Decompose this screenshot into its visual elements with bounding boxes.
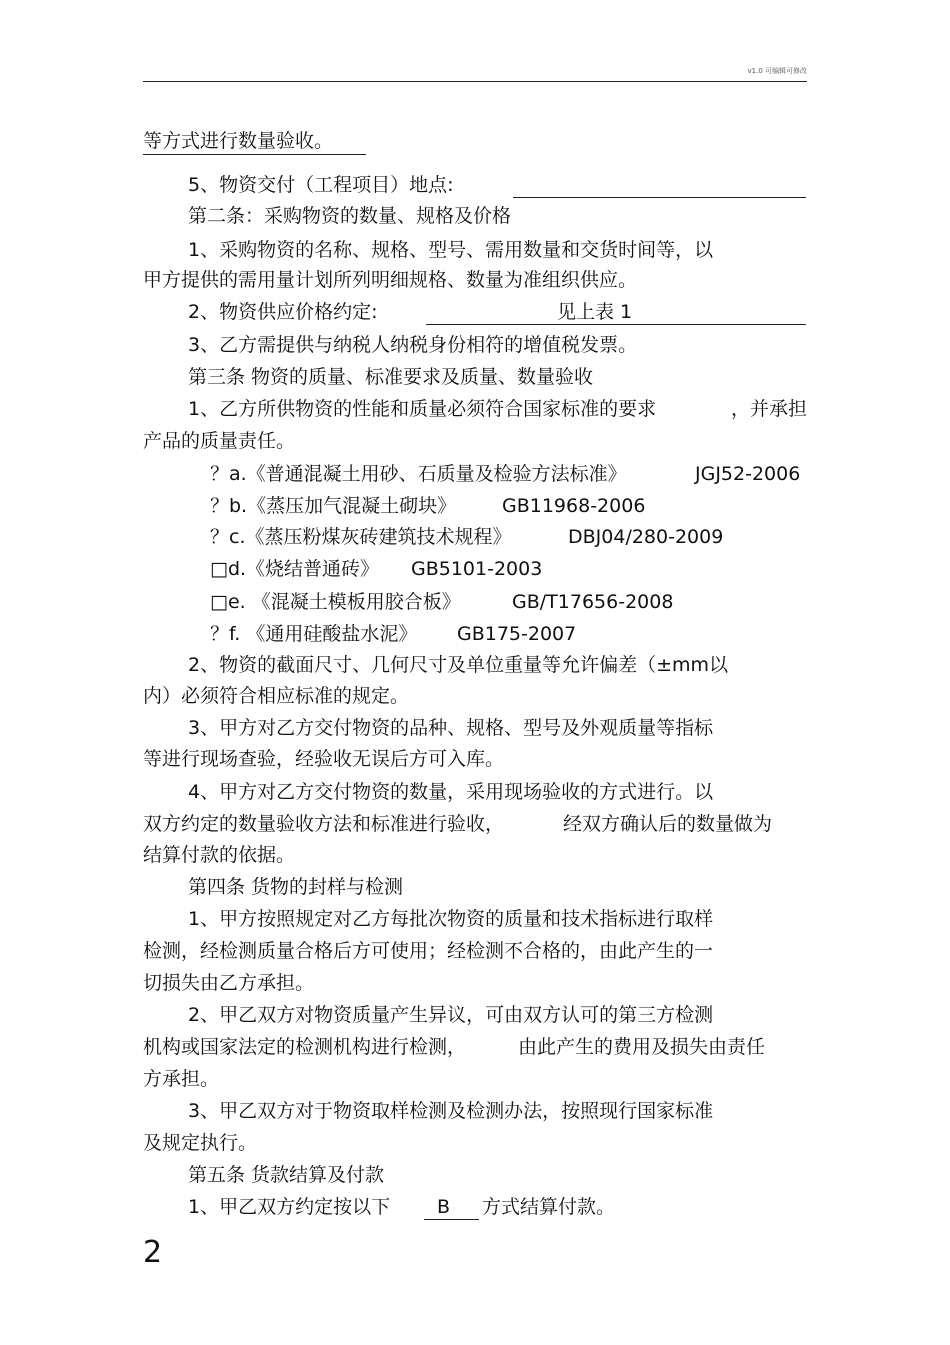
- text-line: 甲方提供的需用量计划所列明细规格、数量为准组织供应。: [143, 269, 638, 291]
- text-line: 1、甲乙双方约定按以下: [188, 1196, 391, 1218]
- text-line: 内）必须符合相应标准的规定。: [143, 685, 410, 707]
- text-line: 切损失由乙方承担。: [143, 972, 315, 994]
- article-heading: 第四条 货物的封样与检测: [188, 876, 404, 898]
- text-line: 方式结算付款。: [482, 1196, 616, 1218]
- underline: [143, 154, 366, 155]
- blank-underline: [513, 197, 806, 198]
- header-rule: [143, 81, 807, 82]
- header-version: v1.0 可编辑可修改: [747, 67, 807, 75]
- text-line: 3、乙方需提供与纳税人纳税身份相符的增值税发票。: [188, 334, 638, 356]
- filled-value: 见上表 1: [557, 301, 633, 323]
- blank-underline: [424, 1219, 479, 1220]
- text-line: 经双方确认后的数量做为: [563, 813, 773, 835]
- standard-code: GB175-2007: [457, 623, 577, 645]
- text-line: 产品的质量责任。: [143, 430, 296, 452]
- article-heading: 第三条 物资的质量、标准要求及质量、数量验收: [188, 366, 594, 388]
- text-line: 等进行现场查验，经验收无误后方可入库。: [143, 748, 505, 770]
- filled-value: B: [437, 1196, 451, 1218]
- text-line: 3、甲乙双方对于物资取样检测及检测办法，按照现行国家标准: [188, 1100, 714, 1122]
- standard-code: JGJ52-2006: [695, 463, 801, 485]
- text-line: 机构或国家法定的检测机构进行检测，: [143, 1036, 467, 1058]
- standard-code: GB11968-2006: [502, 495, 646, 517]
- text-line: 2、物资的截面尺寸、几何尺寸及单位重量等允许偏差（±mm以: [188, 654, 729, 676]
- text-line: 双方约定的数量验收方法和标准进行验收，: [143, 813, 505, 835]
- standard-item: □d.《烧结普通砖》: [210, 558, 380, 580]
- standard-item: □e. 《混凝土模板用胶合板》: [210, 591, 461, 613]
- text-line: 4、甲方对乙方交付物资的数量，采用现场验收的方式进行。以: [188, 781, 714, 803]
- text-line: 方承担。: [143, 1068, 220, 1090]
- page-number: 2: [143, 1235, 163, 1270]
- text-line: 3、甲方对乙方交付物资的品种、规格、型号及外观质量等指标: [188, 717, 714, 739]
- text-line: 2、甲乙双方对物资质量产生异议，可由双方认可的第三方检测: [188, 1004, 714, 1026]
- text-line: 5、物资交付（工程项目）地点:: [188, 174, 454, 196]
- text-line: ，并承担: [731, 398, 808, 420]
- text-line: 等方式进行数量验收。: [143, 130, 334, 152]
- text-line: 1、采购物资的名称、规格、型号、需用数量和交货时间等，以: [188, 239, 714, 261]
- text-line: 1、甲方按照规定对乙方每批次物资的质量和技术指标进行取样: [188, 908, 714, 930]
- standard-item: ？a.《普通混凝土用砂、石质量及检验方法标准》: [210, 463, 627, 485]
- standard-item: ？f. 《通用硅酸盐水泥》: [210, 623, 418, 645]
- text-line: 2、物资供应价格约定:: [188, 301, 378, 323]
- article-heading: 第二条：采购物资的数量、规格及价格: [188, 205, 512, 227]
- standard-item: ？b.《蒸压加气混凝土砌块》: [210, 495, 457, 517]
- standard-code: GB5101-2003: [411, 558, 543, 580]
- text-line: 1、乙方所供物资的性能和质量必须符合国家标准的要求: [188, 398, 657, 420]
- blank-underline: [426, 324, 806, 325]
- text-line: 由此产生的费用及损失由责任: [518, 1036, 766, 1058]
- text-line: 检测，经检测质量合格后方可使用；经检测不合格的，由此产生的一: [143, 940, 714, 962]
- standard-code: DBJ04/280-2009: [568, 526, 724, 548]
- article-heading: 第五条 货款结算及付款: [188, 1164, 385, 1186]
- text-line: 及规定执行。: [143, 1132, 258, 1154]
- standard-code: GB/T17656-2008: [512, 591, 674, 613]
- standard-item: ？c.《蒸压粉煤灰砖建筑技术规程》: [210, 526, 512, 548]
- text-line: 结算付款的依据。: [143, 844, 296, 866]
